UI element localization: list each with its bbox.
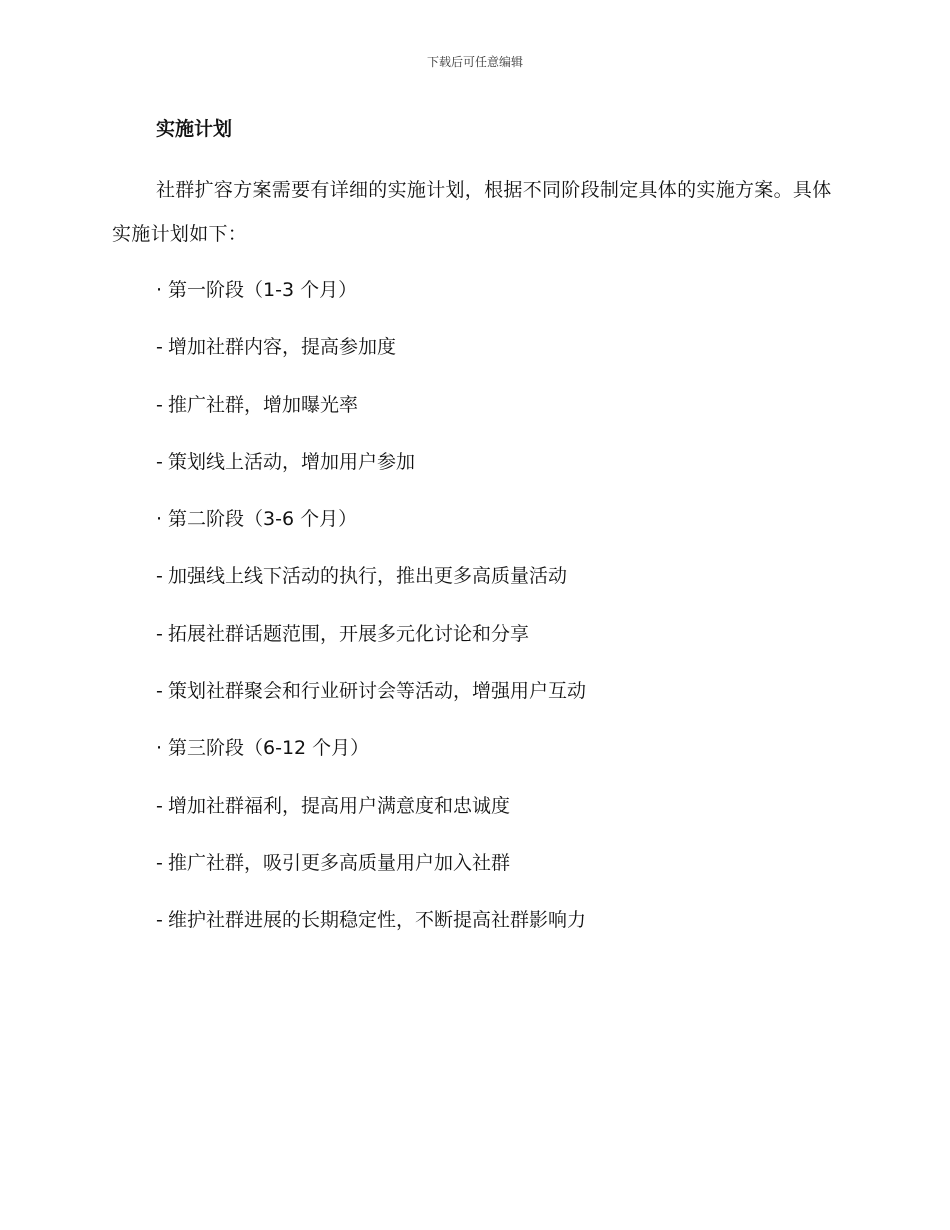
list-marker: - xyxy=(156,794,163,817)
list-item xyxy=(156,669,842,726)
header-note: 下载后可任意编辑 xyxy=(426,55,523,69)
list-item xyxy=(156,554,842,611)
list-item xyxy=(156,612,842,669)
list-item xyxy=(156,383,842,440)
list-item-text: 增加社群内容，提高参加度 xyxy=(168,336,397,359)
list-marker: - xyxy=(156,622,163,645)
list-item-text: 推广社群，吸引更多高质量用户加入社群 xyxy=(168,851,511,874)
list-marker: - xyxy=(156,393,163,416)
list-item xyxy=(156,726,842,783)
list-item-text: 策划线上活动，增加用户参加 xyxy=(168,450,416,473)
list-item-text: 推广社群，增加曝光率 xyxy=(168,393,359,416)
list-item-text: 拓展社群话题范围，开展多元化讨论和分享 xyxy=(168,622,530,645)
list-item-text: 第二阶段（3-6 个月） xyxy=(168,508,358,531)
list-item-text: 加强线上线下活动的执行，推出更多高质量活动 xyxy=(168,565,568,588)
list-item-text: 第一阶段（1-3 个月） xyxy=(168,279,358,301)
list-item-text: 第三阶段（6-12 个月） xyxy=(168,737,370,760)
list-marker: - xyxy=(156,909,163,932)
list-marker: - xyxy=(156,336,163,359)
list-marker: · xyxy=(156,508,163,531)
list-marker: - xyxy=(156,851,163,874)
list-item-text: 增加社群福利，提高用户满意度和忠诚度 xyxy=(168,794,511,817)
list-marker: - xyxy=(156,450,163,473)
list-item xyxy=(156,325,842,382)
list-item xyxy=(156,497,842,554)
list-item-text: 策划社群聚会和行业研讨会等活动，增强用户互动 xyxy=(168,680,587,703)
list-item xyxy=(156,784,842,841)
plan-list xyxy=(112,268,842,956)
intro-paragraph: 社群扩容方案需要有详细的实施计划，根据不同阶段制定具体的实施方案。具体实施计划如下： xyxy=(112,179,832,245)
list-marker: - xyxy=(156,680,163,703)
list-marker: - xyxy=(156,565,163,588)
document-body xyxy=(112,112,842,956)
list-item xyxy=(156,440,842,497)
list-item xyxy=(156,841,842,898)
section-title: 实施计划 xyxy=(156,118,233,140)
list-item xyxy=(156,898,842,955)
list-marker: · xyxy=(156,279,163,301)
list-marker: · xyxy=(156,737,163,760)
list-item-text: 维护社群进展的长期稳定性，不断提高社群影响力 xyxy=(168,909,587,932)
list-item xyxy=(156,268,842,325)
